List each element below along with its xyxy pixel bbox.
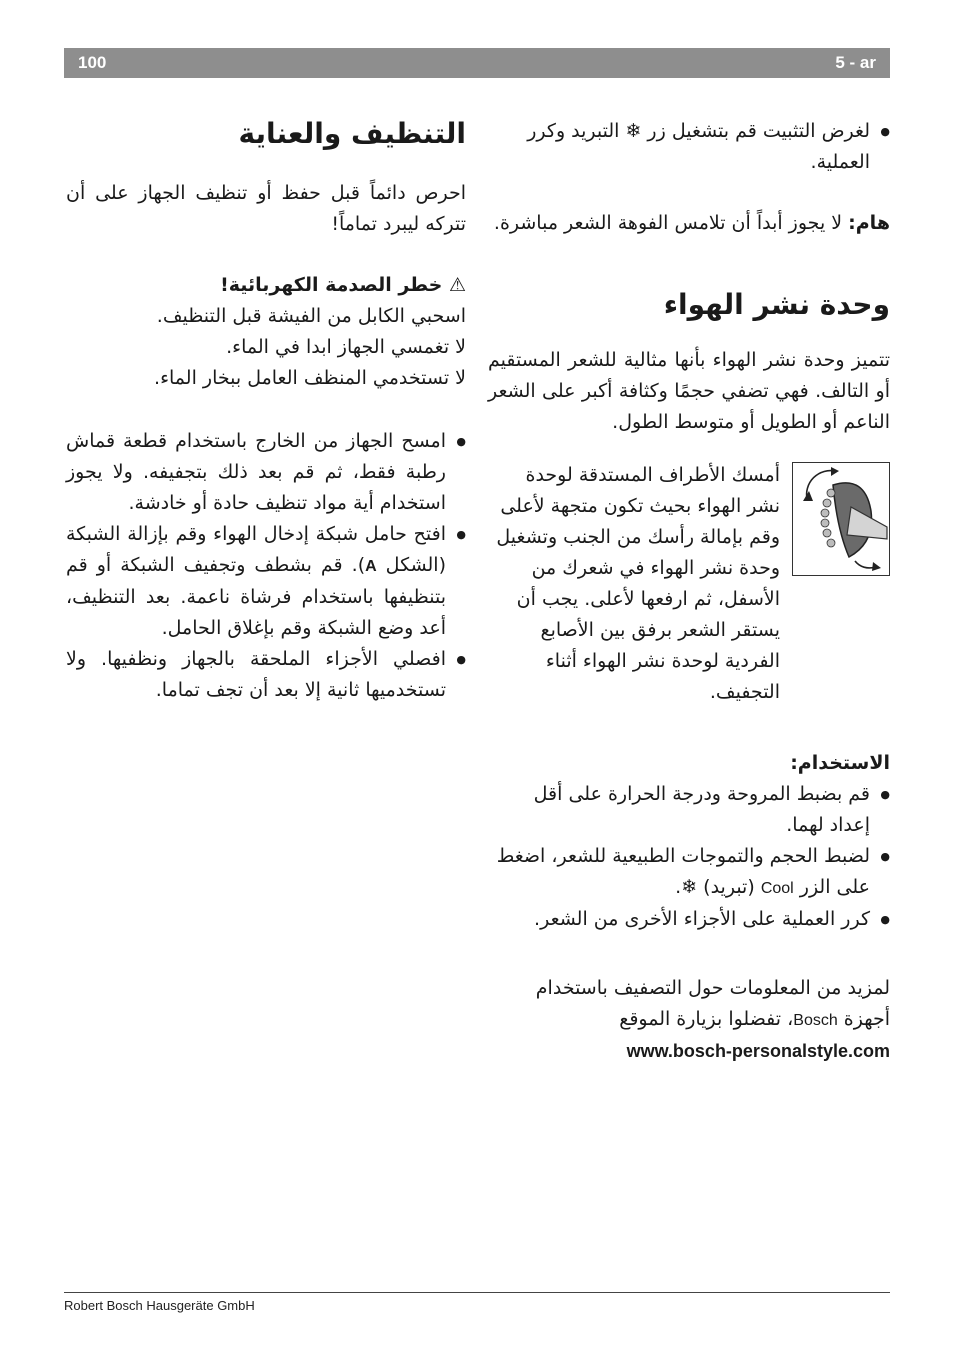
- warning-line: اسحبي الكابل من الفيشة قبل التنظيف.: [156, 305, 466, 327]
- warning-line: لا تستخدمي المنظف العامل ببخار الماء.: [154, 367, 466, 389]
- important-note: [488, 208, 890, 239]
- diffuser-illustration-icon: [793, 463, 889, 575]
- more-info-part1: لمزيد من المعلومات حول التصفيف باستخدام أجهزة: [535, 977, 890, 1030]
- list-item: ● كرر العملية على الأجزاء الأخرى من الشعر.: [488, 904, 890, 935]
- cleaning-intro: احرص دائماً قبل حفظ أو تنظيف الجهاز على أن تتركه ليبرد تماماً!: [66, 182, 466, 235]
- list-item: ● لغرض التثبيت قم بتشغيل زر ❄ التبريد وكرر العملية.: [488, 116, 890, 178]
- cool-suffix: (تبريد) ❄.: [675, 876, 761, 898]
- brand-name: Bosch: [793, 1012, 838, 1029]
- right-column: [488, 116, 890, 1067]
- list-item: [488, 841, 890, 904]
- diffuser-instructions: أمسك الأطراف المستدقة لوحدة نشر الهواء بحيث تكون متجهة لأعلى وقم بإمالة رأسك من الجنب وتشغيل وحدة نشر الهواء في شعرك من الأسفل، ثم ارفعها لأعلى. يجب أن يستقر الشعر برفق بين الأصابع الفردية لوحدة نشر الهواء أثناء التجفيف.: [496, 464, 780, 703]
- section-title-cleaning: التنظيف والعناية: [238, 117, 466, 150]
- language-label: 5 - ar: [835, 53, 876, 72]
- cleaning-list: [66, 426, 466, 706]
- intro-list: [488, 116, 890, 178]
- page-number: 100: [78, 53, 107, 72]
- more-info-part2: ، تفضلوا بزيارة الموقع: [619, 1008, 794, 1030]
- figure-reference: A: [365, 558, 377, 575]
- header-bar: [64, 48, 890, 78]
- list-item: ● افصلي الأجزاء الملحقة بالجهاز ونظفيها. ولا تستخدميها ثانية إلا بعد أن تجف تماما.: [66, 644, 466, 706]
- warning-title: ⚠ خطر الصدمة الكهربائية!: [220, 274, 466, 296]
- usage-title: الاستخدام:: [790, 752, 890, 774]
- warning-line: لا تغمسي الجهاز ابدا في الماء.: [226, 336, 466, 358]
- important-label: هام:: [848, 212, 890, 234]
- diffuser-figure: [792, 462, 890, 576]
- more-info: [488, 973, 890, 1036]
- footer-company: Robert Bosch Hausgeräte GmbH: [64, 1298, 255, 1313]
- usage-list: [488, 779, 890, 935]
- cool-label: Cool: [760, 880, 794, 897]
- website-link[interactable]: www.bosch-personalstyle.com: [626, 1041, 890, 1061]
- diffuser-figure-block: [488, 460, 890, 710]
- list-item: ● قم بضبط المروحة ودرجة الحرارة على أقل إعداد لهما.: [488, 779, 890, 841]
- diffuser-description: تتميز وحدة نشر الهواء بأنها مثالية للشعر المستقيم أو التالف. فهي تضفي حجمًا وكثافة أكبر على الشعر الناعم أو الطويل أو متوسط الطول.: [488, 349, 890, 433]
- section-title-diffuser: وحدة نشر الهواء: [663, 288, 890, 321]
- important-text: لا يجوز أبداً أن تلامس الفوهة الشعر مباشرة.: [493, 212, 849, 234]
- footer-divider: [64, 1292, 890, 1293]
- bullet2-part2: ). قم بشطف وتجفيف الشبكة أو قم بتنظيفها باستخدام فرشاة ناعمة. بعد التنظيف، أعد وضع الشبكة وقم بإغلاق الحامل.: [66, 554, 446, 639]
- list-item: ● امسح الجهاز من الخارج باستخدام قطعة قماش رطبة فقط، ثم قم بعد ذلك بتجفيفه. ولا يجوز استخدام أية مواد تنظيف حادة أو خادشة.: [66, 426, 466, 519]
- bullet2-part1: افتح حامل شبكة إدخال الهواء وقم بإزالة الشبكة (الشكل: [66, 523, 446, 576]
- left-column: [66, 116, 466, 706]
- usage-item-text: لضبط الحجم والتموجات الطبيعية للشعر، اضغط على الزر: [496, 845, 870, 898]
- list-item: [66, 519, 466, 644]
